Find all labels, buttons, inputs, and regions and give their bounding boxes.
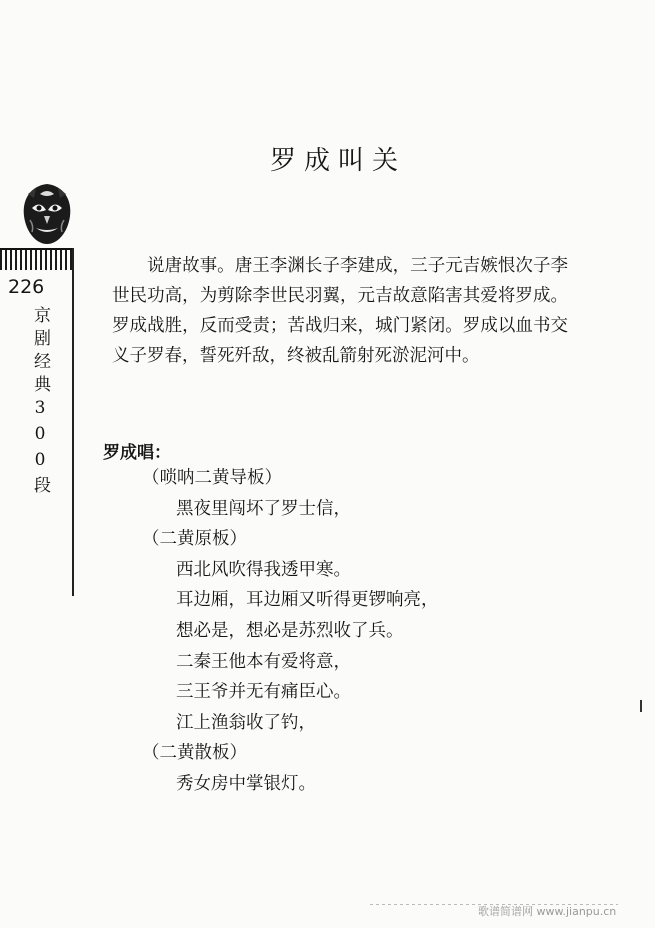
lyric-mode-mark: （唢呐二黄导板） (142, 468, 282, 488)
book-series-label: 京剧经典300段 (30, 306, 50, 499)
lyric-line: 秀女房中掌银灯。 (176, 773, 316, 794)
lyric-line: 耳边厢，耳边厢又听得更锣响亮， (176, 590, 439, 611)
lyric-mode-mark: （二黄散板） (142, 743, 247, 764)
role-heading: 罗成唱： (103, 443, 171, 463)
intro-paragraph: 说唐故事。唐王李渊长子李建成，三子元吉嫉恨次子李世民功高，为剪除李世民羽翼，元吉故意陷害其爱将罗成。罗成战胜，反而受责；苦战归来，城门紧闭。罗成以血书交义子罗春，誓死歼敌，终被乱箭射死淤泥河中。 (112, 256, 568, 366)
scan-mark (640, 700, 642, 712)
margin-rule (72, 248, 74, 596)
lyric-line: 三王爷并无有痛臣心。 (176, 682, 351, 703)
opera-mask-icon (20, 182, 74, 246)
watermark-footer: 歌谱简谱网 www.jianpu.cn (478, 905, 617, 918)
lyric-line: 西北风吹得我透甲寒。 (176, 559, 351, 580)
decorative-band (0, 248, 72, 270)
lyric-mode-mark: （二黄原板） (142, 529, 247, 550)
lyric-line: 江上渔翁收了钓， (176, 712, 316, 733)
page-title: 罗成叫关 (270, 146, 407, 176)
lyric-line: 黑夜里闯坏了罗士信， (176, 498, 351, 519)
lyric-line: 想必是，想必是苏烈收了兵。 (176, 620, 404, 641)
lyric-line: 二秦王他本有爱将意， (176, 651, 351, 672)
page-number: 226 (8, 276, 45, 298)
lyrics-list (140, 463, 560, 800)
